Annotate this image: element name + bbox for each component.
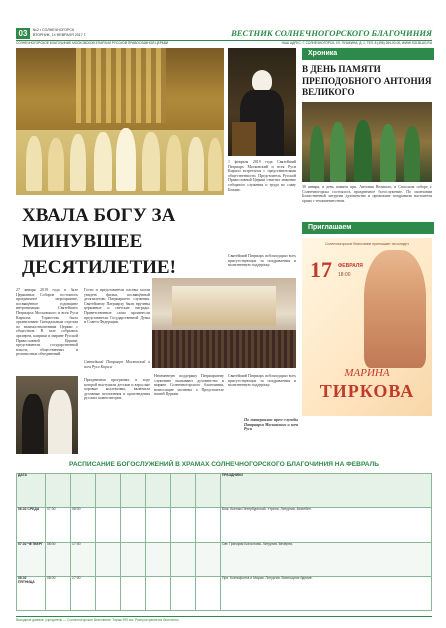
issue-info: №2 • СОЛНЕЧНОГОРСК bbox=[33, 28, 75, 32]
photo-caption: Святейший Патриарх Московский и всея Руси Кирилл bbox=[84, 360, 150, 369]
patriarch-figure bbox=[48, 390, 72, 454]
footer-imprint: Выходные данные: учредитель — Солнечногорское благочиние. Тираж 999 экз. Распространяется бесплатно. bbox=[16, 616, 432, 623]
article-col-5: Святейший Патриарх поблагодарил всех присутствующих за поздравления и молитвенную поддержку. bbox=[228, 374, 296, 388]
masthead: ВЕСТНИК СОЛНЕЧНОГОРСКОГО БЛАГОЧИНИЯ bbox=[231, 28, 432, 38]
schedule-col-events: ПРАЗДНИКИ bbox=[221, 474, 432, 508]
row-date: 06.02 СРЕДА bbox=[17, 508, 46, 542]
article-col-1: 27 января 2019 года в Зале Церковных Соборов состоялось праздничное мероприятие, посвящённое годовщине интронизации Святейшего Патриарха Московского и всея Руси Кирилла. Торжество было организовано Синодальным отделом по взаимоотношениям Церкви с обществом. В зале собрались архиереи, клирики и миряне Русской Православной Церкви, представители государственной власти, общественных и религиозных объединений. bbox=[16, 288, 78, 357]
main-headline: ХВАЛА БОГУ ЗА МИНУВШЕЕ ДЕСЯТИЛЕТИЕ! bbox=[22, 205, 176, 278]
article-signature: По материалам пресс-службы Патриарха Московского и всея Руси bbox=[244, 418, 298, 432]
clergy-figure bbox=[354, 120, 372, 182]
row-time: 17:00 bbox=[71, 542, 96, 576]
page-header bbox=[0, 0, 446, 46]
hall-stage bbox=[172, 286, 276, 326]
article-col-3: Праздничная программа, в ходе которой выступили детские и взрослые хоровые коллективы, включила духовные песнопения и произведения русских композиторов. bbox=[84, 378, 150, 401]
chronicle-headline: В ДЕНЬ ПАМЯТИ ПРЕПОДОБНОГО АНТОНИЯ ВЕЛИКОГО bbox=[302, 64, 432, 97]
singer-portrait bbox=[364, 250, 426, 368]
concert-poster bbox=[302, 238, 432, 416]
clergy-figure bbox=[48, 138, 64, 191]
patriarch-article-intro: 1 февраля 2019 года Святейший Патриарх Московский и всея Руси Кирилл встретился с представителями общественности. Предстоятель Русской Православной Церкви отметил значение соборного служения и труда во славу Божию. bbox=[228, 160, 296, 192]
table-row bbox=[17, 576, 432, 610]
patriarch-award-photo bbox=[16, 376, 78, 454]
article-col-4: Неизменную поддержку Патриаршему служению оказывают духовенство и миряне Солнечногорского благочиния, возносящие молитвы о Предстоятеле нашей Церкви. bbox=[154, 374, 224, 397]
row-date: 07.02 ЧЕТВЕРГ bbox=[17, 542, 46, 576]
poster-performer-last: ТИРКОВА bbox=[319, 381, 415, 401]
schedule-col-date: ДАТА bbox=[17, 474, 46, 508]
clergy-figure bbox=[310, 126, 324, 182]
lectern bbox=[232, 122, 256, 156]
strip-left: СОЛНЕЧНОГОРСКОЕ БЛАГОЧИНИЕ МОСКОВСКОЙ ЕПАРХИИ РУССКОЙ ПРАВОСЛАВНОЙ ЦЕРКВИ bbox=[16, 41, 169, 45]
patriarch-head bbox=[252, 70, 272, 92]
schedule-table bbox=[16, 473, 432, 613]
chronicle-text: 30 января, в день памяти прп. Антония Великого, в Спасском соборе г. Солнечногорска состоялось праздничное богослужение. По окончании Божественной литургии духовенство и прихожане поздравили настоятеля храма с тезоименитством. bbox=[302, 185, 432, 203]
row-time: 08:00 bbox=[46, 576, 71, 610]
clergy-figure bbox=[330, 122, 346, 182]
issue-date: ВТОРНИК, 14 ФЕВРАЛЯ 2017 Г. bbox=[33, 33, 87, 37]
hall-photo bbox=[152, 278, 296, 368]
clergy-figure bbox=[26, 136, 42, 191]
clergy-figure bbox=[142, 132, 160, 191]
poster-event-text: Солнечногорское благочиние приглашает на концерт bbox=[325, 242, 409, 246]
clergy-figure bbox=[188, 137, 204, 191]
article-col-2: Гости и представители паствы могли увидеть фильм, посвящённый десятилетию Патриаршего служения. Святейшему Патриарху были вручены церковные и светские награды. Приветственные слова произнесли представители Государственной Думы и Совета Федерации. bbox=[84, 288, 150, 325]
schedule-title: РАСПИСАНИЕ БОГОСЛУЖЕНИЙ В ХРАМАХ СОЛНЕЧНОГОРСКОГО БЛАГОЧИНИЯ НА ФЕВРАЛЬ bbox=[69, 461, 379, 468]
row-date: 08.02 ПЯТНИЦА bbox=[17, 576, 46, 610]
clergy-figure bbox=[166, 135, 182, 191]
iconostasis bbox=[76, 48, 166, 123]
page-number: 03 bbox=[16, 28, 30, 39]
table-row bbox=[17, 508, 432, 542]
person-figure bbox=[22, 394, 44, 454]
clergy-figure bbox=[404, 126, 420, 182]
schedule-grid bbox=[16, 473, 432, 611]
row-time: 08:00 bbox=[71, 508, 96, 542]
poster-performer-first: МАРИНА bbox=[344, 367, 390, 379]
patriarch-article-text: Святейший Патриарх поблагодарил всех присутствующих за поздравления и молитвенную поддержку. bbox=[228, 254, 296, 268]
row-time: 07:30 bbox=[46, 508, 71, 542]
patriarch-figure bbox=[116, 128, 136, 191]
row-time: 17:00 bbox=[71, 576, 96, 610]
clergy-figure bbox=[94, 132, 112, 191]
patriarch-speaking-photo bbox=[228, 48, 296, 156]
poster-date-month: ФЕВРАЛЯ bbox=[338, 263, 363, 269]
row-event: Свт. Григория Богослова. Литургия. Вечерня. bbox=[221, 542, 432, 576]
chronicle-label: Хроника bbox=[302, 48, 434, 60]
row-event: Прп. Ксенофонта и Марии. Литургия. Всенощное бдение. bbox=[221, 576, 432, 610]
strip-right: НАШ АДРЕС: Г. СОЛНЕЧНОГОРСК, УЛ. ПУШКИНА, Д. 1, ТЕЛ. 8 (496) 264-00-00, WWW.SOLBLAG.RU bbox=[281, 41, 432, 45]
hall-audience bbox=[152, 330, 296, 368]
poster-date-day: 17 bbox=[310, 257, 332, 282]
clergy-figure bbox=[208, 138, 222, 191]
poster-time: 18:00 bbox=[338, 272, 351, 278]
invitation-label: Приглашаем bbox=[302, 222, 434, 234]
clergy-figure bbox=[70, 134, 86, 191]
chronicle-photo bbox=[302, 102, 432, 182]
cathedral-photo bbox=[16, 48, 224, 195]
clergy-figure bbox=[380, 124, 396, 182]
row-time: 08:00 bbox=[46, 542, 71, 576]
row-event: Блж. Ксении Петербургской. Утреня. Литургия. Молебен. bbox=[221, 508, 432, 542]
table-row bbox=[17, 542, 432, 576]
